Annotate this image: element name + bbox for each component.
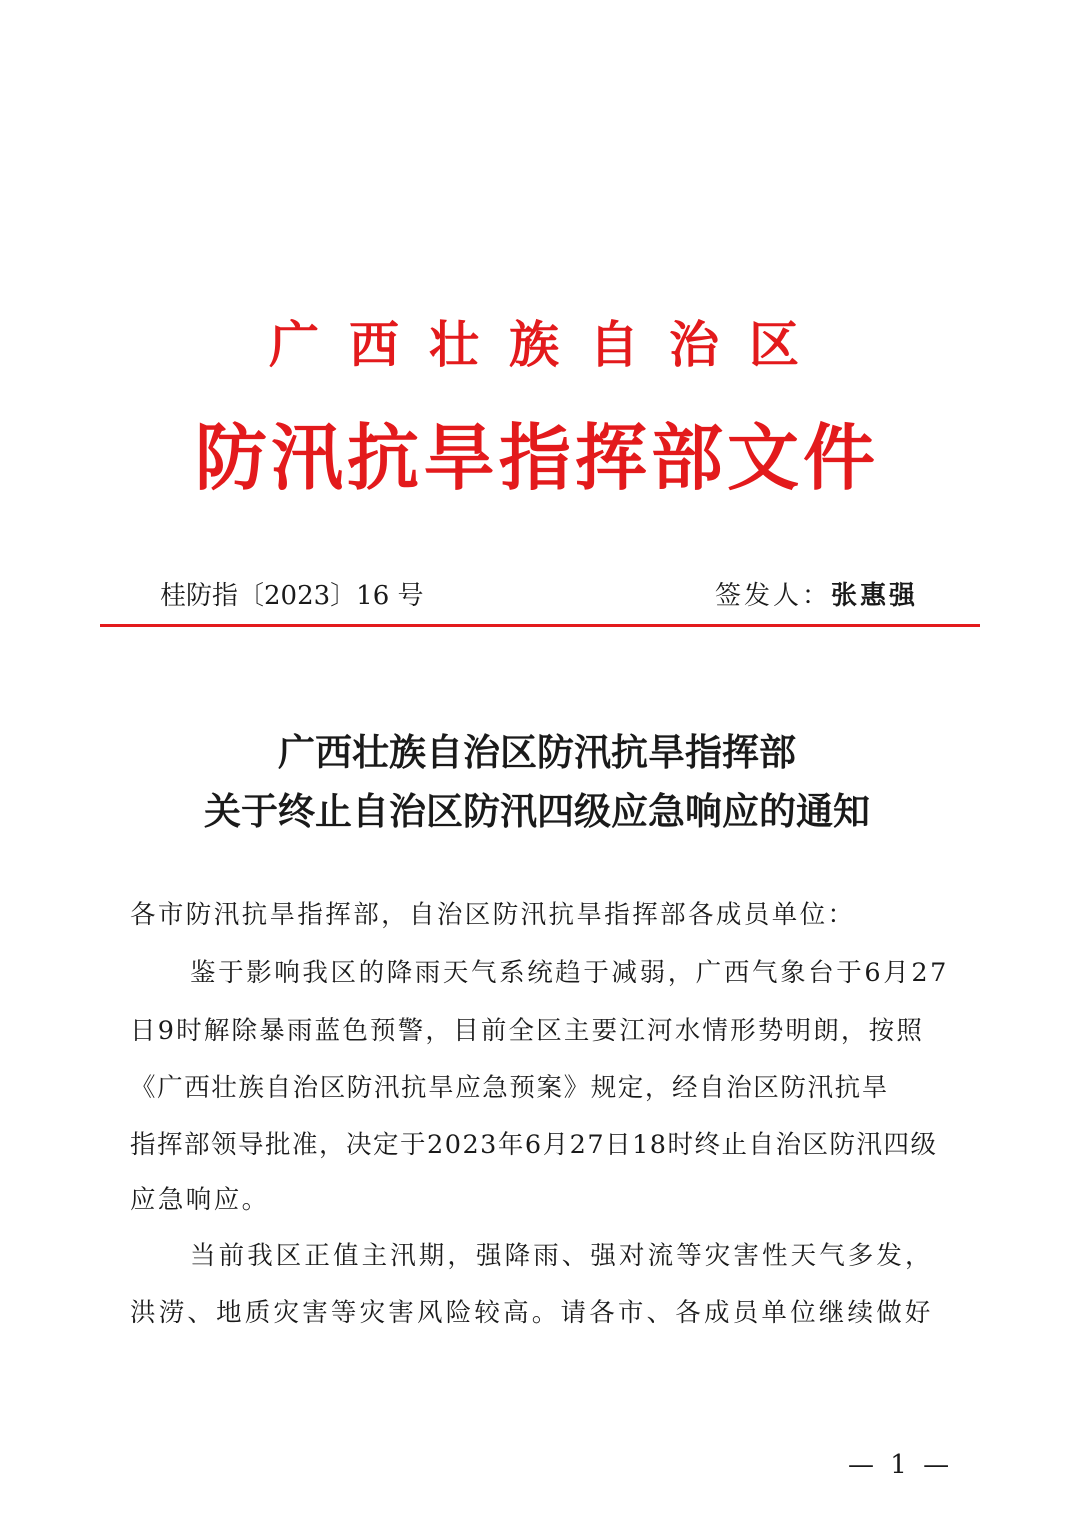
salutation: 各市防汛抗旱指挥部，自治区防汛抗旱指挥部各成员单位： (130, 900, 856, 930)
paragraph-1-line: 鉴于影响我区的降雨天气系统趋于减弱，广西气象台于6月27 (190, 958, 949, 988)
document-number: 桂防指〔2023〕16 号 (160, 581, 424, 611)
paragraph-1-line: 日9时解除暴雨蓝色预警，目前全区主要江河水情形势明朗，按照 (130, 1016, 925, 1046)
paragraph-1-line: 应急响应。 (130, 1185, 270, 1215)
header-document-type: 防汛抗旱指挥部文件 (194, 415, 879, 500)
paragraph-1-line: 《广西壮族自治区防汛抗旱应急预案》规定，经自治区防汛抗旱 (130, 1073, 889, 1103)
red-divider (100, 624, 980, 627)
signer-label: 签发人： (715, 581, 832, 611)
document-title-line-1: 广西壮族自治区防汛抗旱指挥部 (278, 730, 796, 774)
paragraph-1-line: 指挥部领导批准，决定于2023年6月27日18时终止自治区防汛四级 (130, 1130, 938, 1160)
page-number: — 1 — (848, 1450, 954, 1480)
header-organization: 广西壮族自治区 (269, 315, 829, 374)
signer (715, 575, 918, 612)
paragraph-2-line: 当前我区正值主汛期，强降雨、强对流等灾害性天气多发， (190, 1241, 934, 1271)
signer-name: 张惠强 (831, 581, 919, 611)
paragraph-2-line: 洪涝、地质灾害等灾害风险较高。请各市、各成员单位继续做好 (130, 1298, 934, 1328)
document-title-line-2: 关于终止自治区防汛四级应急响应的通知 (204, 789, 870, 833)
